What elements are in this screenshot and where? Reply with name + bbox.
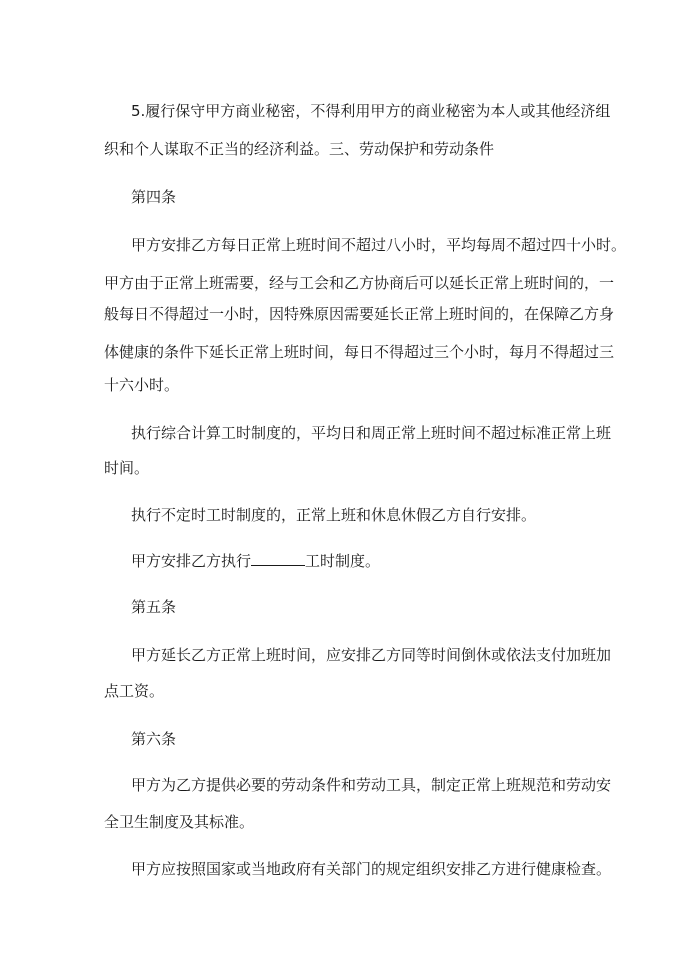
paragraph-line: 时间。 (104, 459, 150, 477)
paragraph-line: 甲方安排乙方每日正常上班时间不超过八小时，平均每周不超过四十小时。 (131, 236, 627, 254)
text-before-blank: 甲方安排乙方执行 (131, 552, 252, 570)
paragraph-line: 甲方为乙方提供必要的劳动条件和劳动工具，制定正常上班规范和劳动安 (131, 776, 612, 794)
paragraph-line: 点工资。 (104, 682, 165, 700)
paragraph-line: 体健康的条件下延长正常上班时间，每日不得超过三个小时，每月不得超过三 (104, 343, 615, 361)
paragraph-line: 甲方由于正常上班需要，经与工会和乙方协商后可以延长正常上班时间的，一 (104, 274, 615, 292)
paragraph-line: 般每日不得超过一小时，因特殊原因需要延长正常上班时间的，在保障乙方身 (104, 305, 615, 323)
paragraph-line: 织和个人谋取不正当的经济利益。三、劳动保护和劳动条件 (104, 140, 495, 158)
text-after-blank: 工时制度。 (305, 552, 381, 570)
paragraph-line: 执行综合计算工时制度的，平均日和周正常上班时间不超过标准正常上班 (131, 424, 612, 442)
article-heading: 第五条 (131, 598, 177, 616)
fill-in-blank (251, 551, 305, 566)
paragraph-line: 全卫生制度及其标准。 (104, 813, 255, 831)
paragraph-line: 甲方应按照国家或当地政府有关部门的规定组织安排乙方进行健康检查。 (131, 860, 612, 878)
paragraph-line: 执行不定时工时制度的，正常上班和休息休假乙方自行安排。 (131, 506, 537, 524)
paragraph-line: 十六小时。 (104, 376, 180, 394)
paragraph-line: 5.履行保守甲方商业秘密，不得利用甲方的商业秘密为本人或其他经济组 (131, 102, 611, 120)
paragraph-line-with-blank (131, 551, 380, 571)
article-heading: 第四条 (131, 188, 177, 206)
paragraph-line: 甲方延长乙方正常上班时间，应安排乙方同等时间倒休或依法支付加班加 (131, 646, 612, 664)
article-heading: 第六条 (131, 730, 177, 748)
